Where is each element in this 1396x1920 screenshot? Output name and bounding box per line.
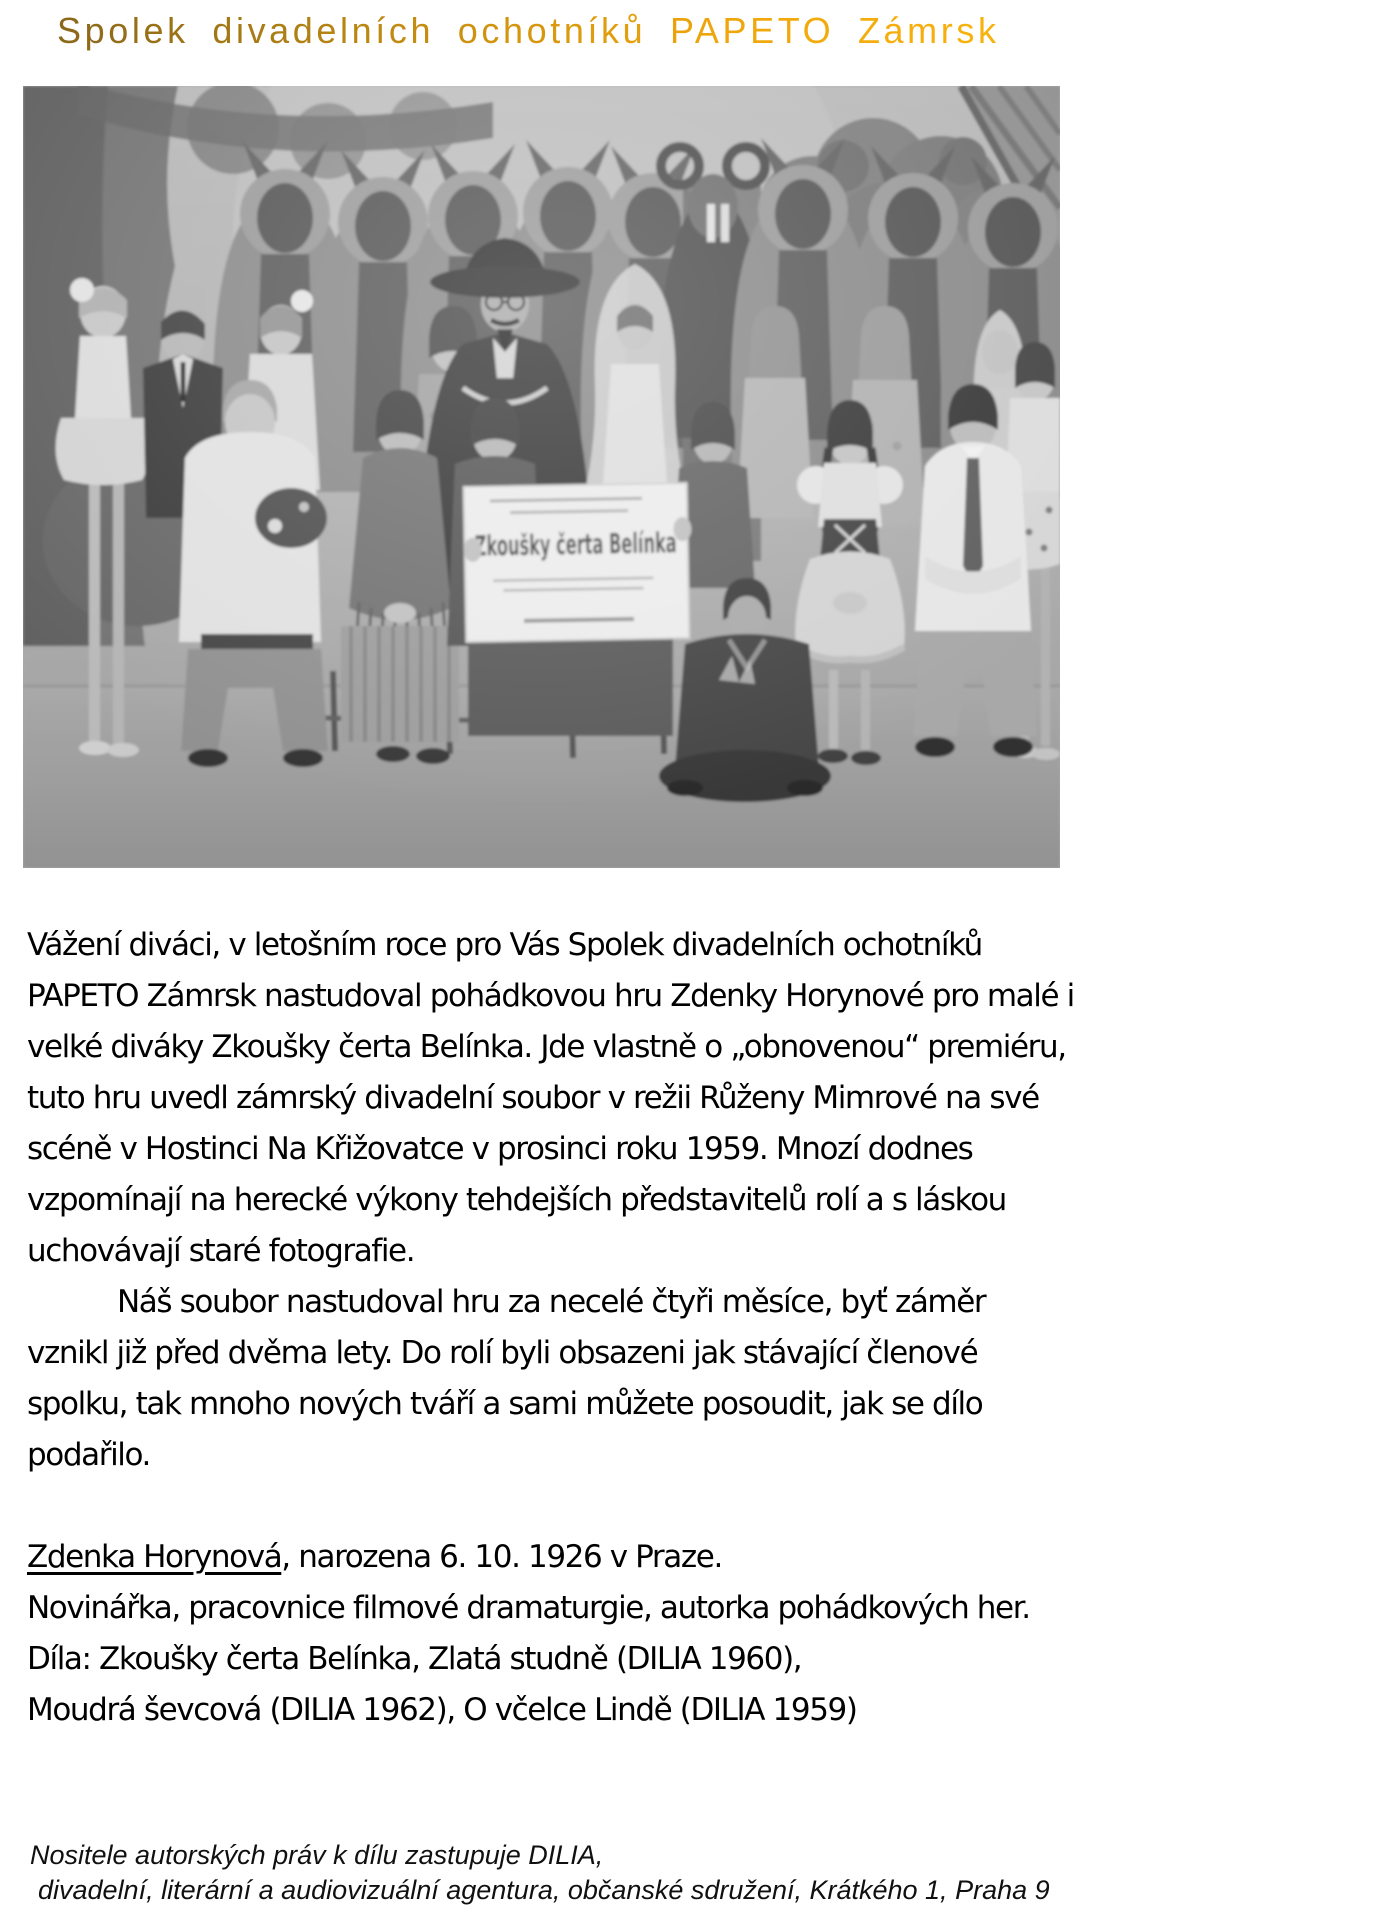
- body-line: spolku, tak mnoho nových tváří a sami můžete posoudit, jak se dílo: [27, 1386, 983, 1422]
- body-line: vzpomínají na herecké výkony tehdejších představitelů rolí a s láskou: [27, 1182, 1006, 1218]
- body-line: Náš soubor nastudoval hru za necelé čtyři měsíce, byť záměr: [117, 1284, 986, 1320]
- photo-haze: [23, 86, 1060, 868]
- body-line: Vážení diváci, v letošním roce pro Vás Spolek divadelních ochotníků: [27, 927, 982, 963]
- footer-line: divadelní, literární a audiovizuální agentura, občanské sdružení, Krátkého 1, Praha 9: [38, 1875, 1050, 1905]
- blank-line: [27, 1481, 1137, 1532]
- body-line: uchovávají staré fotografie.: [27, 1233, 415, 1269]
- author-birth: , narozena 6. 10. 1926 v Praze.: [281, 1539, 722, 1575]
- works-line: Díla: Zkoušky čerta Belínka, Zlatá studně (DILIA 1960),: [27, 1641, 802, 1677]
- page-title: Spolek divadelních ochotníků PAPETO Zámrsk: [57, 10, 1000, 51]
- author-name: Zdenka Horynová: [27, 1539, 282, 1575]
- troupe-photo: [23, 86, 1060, 868]
- body-text: [27, 920, 1137, 1736]
- author-occupation-line: Novinářka, pracovnice filmové dramaturgie, autorka pohádkových her.: [27, 1590, 1030, 1626]
- body-line: scéně v Hostinci Na Křižovatce v prosinci roku 1959. Mnozí dodnes: [27, 1131, 973, 1167]
- author-line: [27, 1532, 1137, 1583]
- footer-line: Nositele autorských práv k dílu zastupuje DILIA,: [30, 1840, 604, 1870]
- body-line: tuto hru uvedl zámrský divadelní soubor v režii Růženy Mimrové na své: [27, 1080, 1039, 1116]
- body-line: PAPETO Zámrsk nastudoval pohádkovou hru Zdenky Horynové pro malé i: [27, 978, 1074, 1014]
- body-line: velké diváky Zkoušky čerta Belínka. Jde vlastně o „obnovenou“ premiéru,: [27, 1029, 1066, 1065]
- troupe-photo-illustration: [23, 86, 1060, 868]
- works-line: Moudrá ševcová (DILIA 1962), O včelce Lindě (DILIA 1959): [27, 1692, 857, 1728]
- body-line: podařilo.: [27, 1437, 151, 1473]
- body-line: vznikl již před dvěma lety. Do rolí byli obsazeni jak stávající členové: [27, 1335, 978, 1371]
- copyright-footer: [30, 1838, 1230, 1908]
